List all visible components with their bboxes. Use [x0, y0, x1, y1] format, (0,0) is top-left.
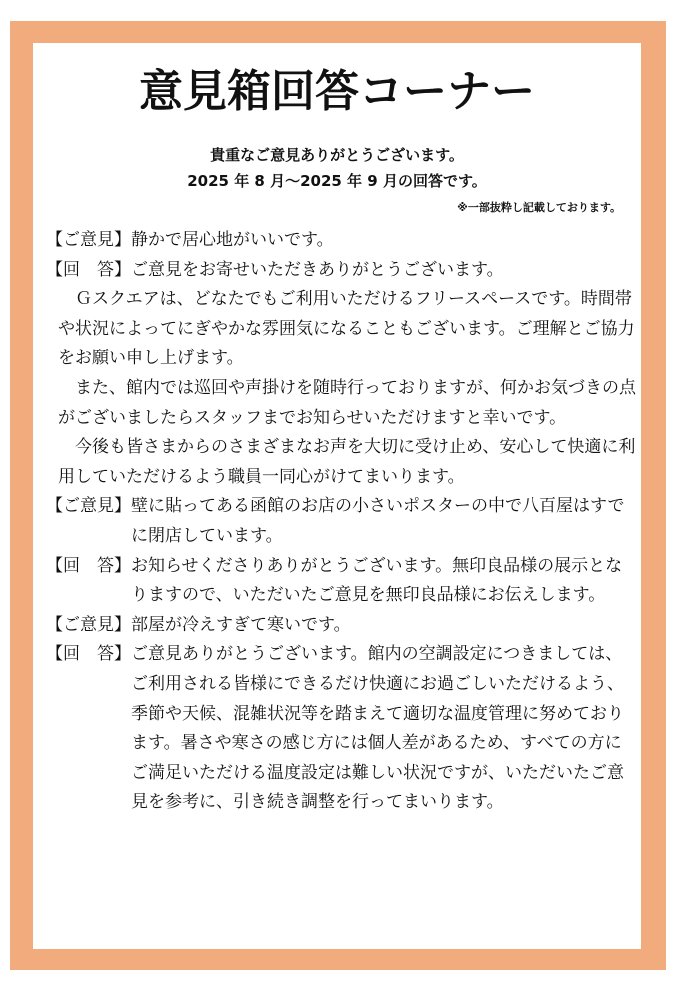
answer-1-paragraph: Ｇスクエアは、どなたでもご利用いただけるフリースペースです。時間帯や状況によってにぎやかな雰囲気になることもございます。ご理解とご協力をお願い申し上げます。	[58, 289, 635, 369]
answer-text: ご意見をお寄せいただきありがとうございます。	[131, 259, 504, 280]
answer-2	[46, 552, 636, 611]
page-title: 意見箱回答コーナー	[139, 66, 535, 117]
opinion-label: 【ご意見】	[46, 614, 131, 635]
answer-1-paragraph: また、館内では巡回や声掛けを随時行っておりますが、何かお気づきの点がございましたらスタッフまでお知らせいただけますと幸いです。	[58, 377, 636, 428]
answer-label: 【回 答】	[46, 555, 131, 576]
opinion-2	[46, 492, 636, 551]
opinion-text: 静かで居心地がいいです。	[131, 230, 334, 250]
opinion-1	[46, 226, 636, 256]
opinion-label: 【ご意見】	[46, 496, 131, 517]
opinion-text: 部屋が冷えすぎて寒いです。	[131, 614, 351, 635]
subtitle-period: 2025 年 8 月～2025 年 9 月の回答です。	[187, 172, 487, 190]
answer-label: 【回 答】	[46, 259, 131, 280]
opinion-text: 壁に貼ってある函館のお店の小さいポスターの中で八百屋はすでに閉店しています。	[131, 496, 625, 546]
answer-label: 【回 答】	[46, 644, 131, 665]
subtitle-thanks: 貴重なご意見ありがとうございます。	[210, 146, 464, 164]
answer-1	[46, 256, 636, 286]
feedback-list	[46, 226, 636, 818]
answer-3	[46, 640, 636, 818]
excerpt-note: ※一部抜粋し記載しております。	[457, 201, 621, 214]
opinion-3	[46, 611, 636, 641]
opinion-label: 【ご意見】	[46, 230, 131, 250]
answer-text: お知らせくださりありがとうございます。無印良品様の展示となりますので、いただいたご意見を無印良品様にお伝えします。	[131, 555, 623, 606]
answer-1-paragraph: 今後も皆さまからのさまざまなお声を大切に受け止め、安心して快適に利用していただけるよう職員一同心がけてまいります。	[58, 437, 636, 487]
answer-text: ご意見ありがとうございます。館内の空調設定につきましては、ご利用される皆様にできるだけ快適にお過ごしいただけるよう、季節や天候、混雑状況等を踏まえて適切な温度管理に努めております。暑さや寒さの感じ方には個人差があるため、すべての方にご満足いただける温度設定は難しい状況ですが、いただいたご意見を参考に、引き続き調整を行ってまいります。	[131, 644, 624, 813]
